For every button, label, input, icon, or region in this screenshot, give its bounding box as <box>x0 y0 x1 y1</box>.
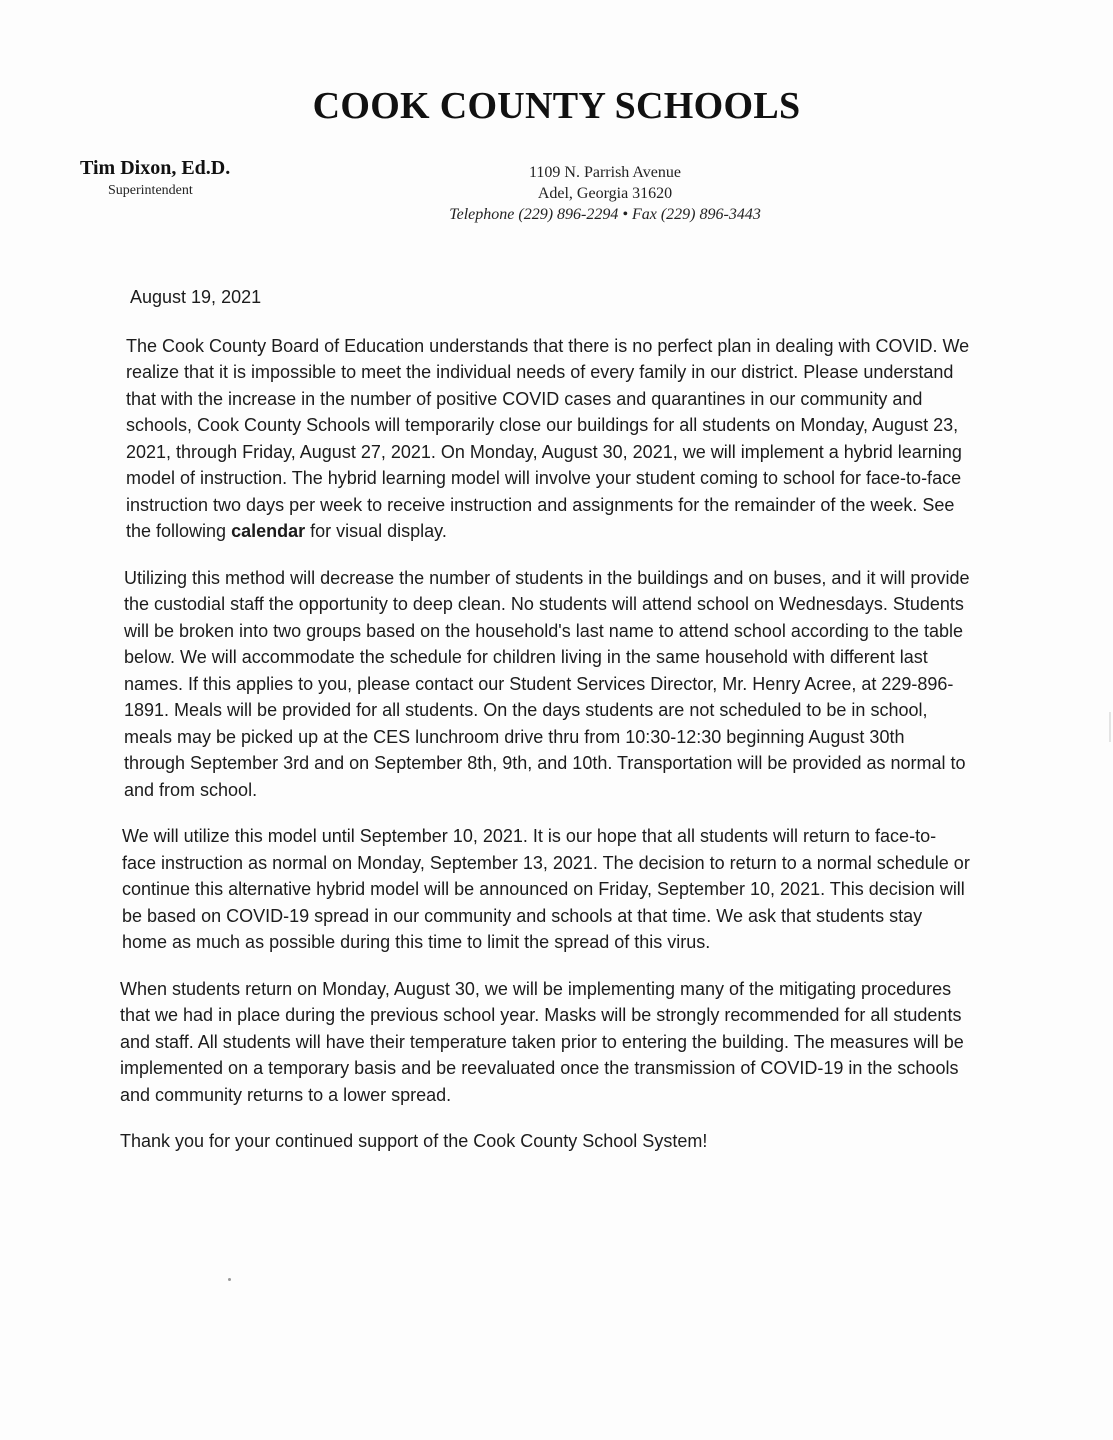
address-city: Adel, Georgia 31620 <box>537 185 673 202</box>
address-street: 1109 N. Parrish Avenue <box>529 164 681 181</box>
paragraph-closure-notice <box>126 333 970 545</box>
paragraph-mitigation: When students return on Monday, August 30, we will be implementing many of the mitigating procedures that we had in place during the previous school year. Masks will be strongly recommended for all students and staff. All students will have their temperature taken prior to entering the building. The measures will be implemented on a temporary basis and be reevaluated once the transmission of COVID-19 in the schools and community returns to a lower spread. <box>120 978 964 1105</box>
paragraph-hybrid-method: Utilizing this method will decrease the number of students in the buildings and on buses, and it will provide the custodial staff the opportunity to deep clean. No students will attend school on Wednesdays. Students will be broken into two groups based on the household's last name to attend school according to the table below. We will accommodate the schedule for children living in the same household with different last names. If this applies to you, please contact our Student Services Director, Mr. Henry Acree, at 229-896-1891. Meals will be provided for all students. On the days students are not scheduled to be in school, meals may be picked up at the CES lunchroom drive thru from 10:30-12:30 beginning August 30th through September 3rd and on September 8th, 9th, and 10th. Transportation will be provided as normal to and from school. <box>124 567 970 800</box>
superintendent-name: Tim Dixon, Ed.D. <box>80 157 231 179</box>
district-title: COOK COUNTY SCHOOLS <box>312 85 801 127</box>
calendar-reference: calendar <box>231 521 306 541</box>
letter-date: August 19, 2021 <box>130 287 262 307</box>
paragraph-closure-text: The Cook County Board of Education understands that there is no perfect plan in dealing with COVID. We realize that it is impossible to meet the individual needs of every family in our district. Please understand that with the increase in the number of positive COVID cases and quarantines in our community and schools, Cook County Schools will temporarily close our buildings for all students on Monday, August 23, 2021, through Friday, August 27, 2021. On Monday, August 30, 2021, we will implement a hybrid learning model of instruction. The hybrid learning model will involve your student coming to school for face-to-face instruction two days per week to receive instruction and assignments for the remainder of the week. See the following <box>126 335 970 541</box>
paragraph-model-duration: We will utilize this model until September 10, 2021. It is our hope that all students will return to face-to-face instruction as normal on Monday, September 13, 2021. The decision to return to a normal schedule or continue this alternative hybrid model will be announced on Friday, September 10, 2021. This decision will be based on COVID-19 spread in our community and schools at that time. We ask that students stay home as much as possible during this time to limit the spread of this virus. <box>122 826 970 952</box>
letter-body <box>120 284 970 1175</box>
contact-numbers: Telephone (229) 896-2294 • Fax (229) 896-3443 <box>449 206 761 223</box>
letter-closing: Thank you for your continued support of the Cook County School System! <box>120 1131 708 1151</box>
paragraph-closure-tail: for visual display. <box>305 521 447 541</box>
scan-speck <box>228 1278 231 1281</box>
scan-edge-mark <box>1109 712 1111 742</box>
district-address <box>340 162 870 225</box>
superintendent-title: Superintendent <box>108 183 193 198</box>
